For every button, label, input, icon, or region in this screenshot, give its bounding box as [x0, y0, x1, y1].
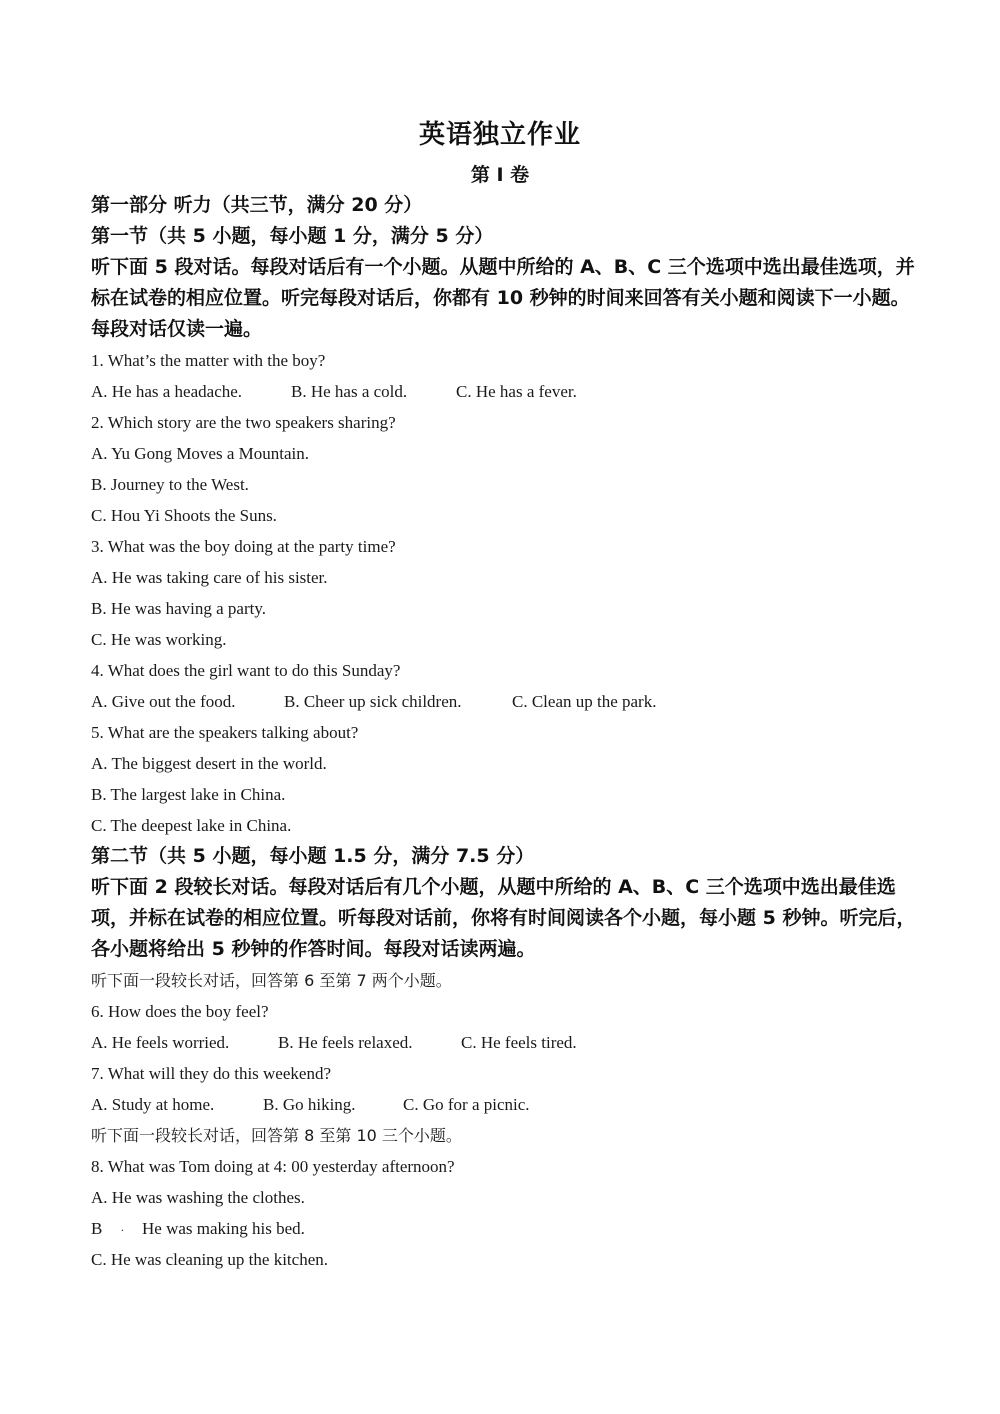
question-options — [91, 376, 921, 407]
option-c: C. The deepest lake in China. — [91, 816, 292, 835]
section1-heading: 第一节（共 5 小题，每小题 1 分，满分 5 分） — [91, 225, 494, 247]
option-b: B. He was having a party. — [91, 599, 266, 618]
dot-mark: · — [120, 1223, 125, 1237]
option-b: He was making his bed. — [142, 1219, 305, 1238]
option-a: A. He has a headache. — [91, 382, 243, 401]
option-a: A. He was taking care of his sister. — [91, 568, 328, 587]
section2-instructions: 听下面 2 段较长对话。每段对话后有几个小题，从题中所给的 A、B、C 三个选项中选出最佳选项，并标在试卷的相应位置。听每段对话前，你将有时间阅读各个小题，每小题 5 秒钟。听完后，各小题将给出 5 秒钟的作答时间。每段对话读两遍。 — [91, 876, 916, 960]
question-stem: 3. What was the boy doing at the party time? — [91, 537, 396, 556]
option-a: A. The biggest desert in the world. — [91, 754, 327, 773]
question-stem: 7. What will they do this weekend? — [91, 1064, 331, 1083]
question-options — [91, 1027, 921, 1058]
exam-content — [91, 190, 921, 1275]
option-b: B. He feels relaxed. — [278, 1033, 413, 1052]
option-b-row — [91, 1213, 921, 1244]
option-b-letter — [91, 1213, 142, 1246]
question-stem: 8. What was Tom doing at 4: 00 yesterday afternoon? — [91, 1157, 455, 1176]
question-stem: 1. What’s the matter with the boy? — [91, 351, 326, 370]
dialogue-note: 听下面一段较长对话，回答第 6 至第 7 两个小题。 — [91, 971, 452, 990]
dialogue-note: 听下面一段较长对话，回答第 8 至第 10 三个小题。 — [91, 1126, 462, 1145]
option-a: A. He feels worried. — [91, 1033, 230, 1052]
option-c: C. Hou Yi Shoots the Suns. — [91, 506, 277, 525]
option-c: C. He has a fever. — [456, 382, 577, 401]
option-c: C. He was working. — [91, 630, 227, 649]
option-b: B. He has a cold. — [291, 382, 408, 401]
option-a: A. Yu Gong Moves a Mountain. — [91, 444, 309, 463]
option-a: A. He was washing the clothes. — [91, 1188, 305, 1207]
part1-heading: 第一部分 听力（共三节，满分 20 分） — [91, 194, 423, 216]
section1-instructions: 听下面 5 段对话。每段对话后有一个小题。从题中所给的 A、B、C 三个选项中选出最佳选项，并标在试卷的相应位置。听完每段对话后，你都有 10 秒钟的时间来回答有关小题和阅读下一小题。每段对话仅读一遍。 — [91, 256, 915, 340]
question-stem: 2. Which story are the two speakers sharing? — [91, 413, 396, 432]
option-c: C. Go for a picnic. — [403, 1095, 530, 1114]
option-a: A. Study at home. — [91, 1095, 215, 1114]
question-stem: 6. How does the boy feel? — [91, 1002, 269, 1021]
option-b: B. Cheer up sick children. — [284, 692, 462, 711]
question-options — [91, 686, 921, 717]
option-b: B. Journey to the West. — [91, 475, 249, 494]
question-stem: 5. What are the speakers talking about? — [91, 723, 359, 742]
section2-heading: 第二节（共 5 小题，每小题 1.5 分，满分 7.5 分） — [91, 845, 535, 867]
option-c: C. He was cleaning up the kitchen. — [91, 1250, 328, 1269]
question-stem: 4. What does the girl want to do this Sunday? — [91, 661, 401, 680]
option-b: B. Go hiking. — [263, 1095, 356, 1114]
option-c: C. Clean up the park. — [512, 692, 657, 711]
option-c: C. He feels tired. — [461, 1033, 577, 1052]
question-options — [91, 1089, 921, 1120]
option-b-label: B — [91, 1219, 103, 1238]
option-b: B. The largest lake in China. — [91, 785, 286, 804]
volume-label: 第 I 卷 — [470, 164, 530, 186]
page-title: 英语独立作业 — [418, 120, 581, 150]
option-a: A. Give out the food. — [91, 692, 236, 711]
